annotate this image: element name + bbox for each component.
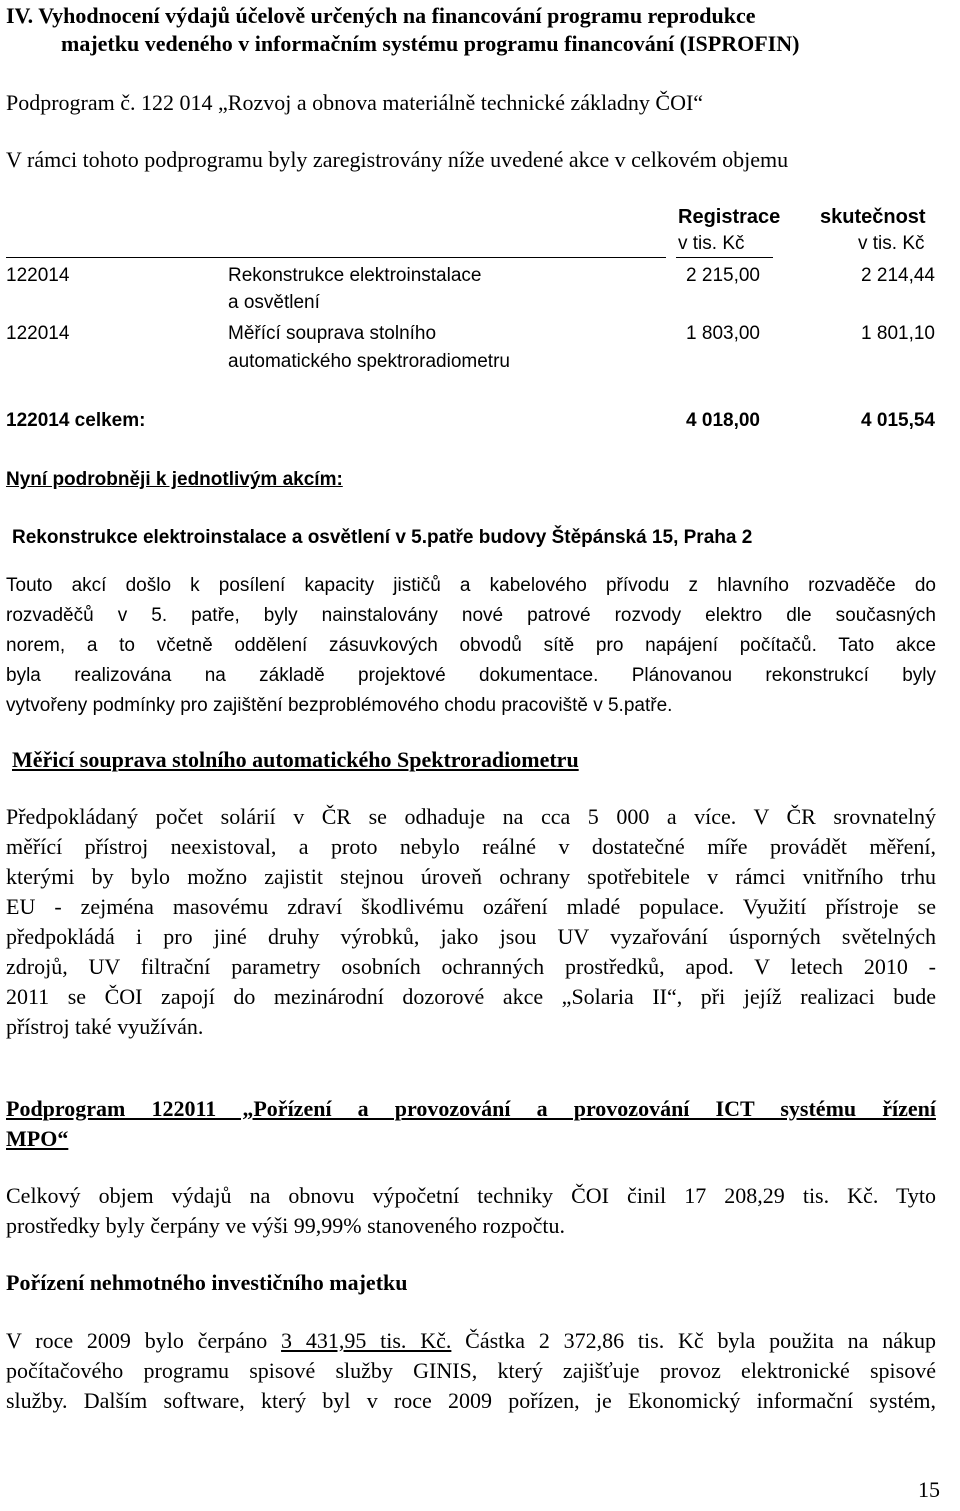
col-unit-registrace: v tis. Kč [678,233,745,254]
row-name-cont: a osvětlení [228,292,320,313]
paragraph-line [6,1326,936,1356]
paragraph-line: norem, a to včetně oddělení zásuvkových obvodů sítě pro napájení počítačů. Tato akce [6,635,936,656]
line-text: V roce 2009 bylo čerpáno [6,1328,282,1353]
row-code: 122014 [6,323,70,344]
paragraph-line: měřící přístroj neexistoval, a proto nebylo reálné v dostatečné míře provádět měření, [6,834,936,859]
action1-paragraph [6,571,936,721]
paragraph-line: Předpokládaný počet solárií v ČR se odhaduje na cca 5 000 a více. V ČR srovnatelný [6,804,936,829]
page-number: 15 [918,1477,940,1502]
paragraph-line: 2011 se ČOI zapojí do mezinárodní dozorové akce „Solaria II“, při jejíž realizaci bude [6,984,936,1009]
heading-line: Podprogram 122011 „Pořízení a provozování a provozování ICT systému řízení [6,1096,936,1121]
paragraph-line: vytvořeny podmínky pro zajištění bezproblémového chodu pracoviště v 5.patře. [6,695,673,716]
subprogram-heading: Podprogram č. 122 014 „Rozvoj a obnova materiálně technické základny ČOI“ [6,90,704,115]
action1-heading: Rekonstrukce elektroinstalace a osvětlení v 5.patře budovy Štěpánská 15, Praha 2 [12,527,753,548]
col-unit-skutecnost: v tis. Kč [858,233,925,254]
paragraph-line: zdrojů, UV filtrační parametry osobních ochranných prostředků, apod. V letech 2010 - [6,954,936,979]
section-title-line2: majetku vedeného v informačním systému programu financování (ISPROFIN) [61,31,800,56]
row-registrace: 1 803,00 [686,323,760,344]
paragraph-line: přístroj také využíván. [6,1014,204,1039]
table-header-rule [676,257,773,258]
subprogram2-paragraph [6,1181,936,1241]
paragraph-line: byla realizována na základě projektové dokumentace. Plánovanou rekonstrukcí byly [6,665,936,686]
paragraph-line: kterými by bylo možno zajistit stejnou úroveň ochrany spotřebitele v rámci vnitřního trhu [6,864,936,889]
row-name: Měřící souprava stolního [228,323,437,344]
intangible-heading: Pořízení nehmotného investičního majetku [6,1270,408,1295]
paragraph-line: prostředky byly čerpány ve výši 99,99% stanoveného rozpočtu. [6,1213,566,1238]
action2-heading: Měřicí souprava stolního automatického Spektroradiometru [12,747,579,772]
row-name: Rekonstrukce elektroinstalace [228,265,482,286]
line-text: Částka 2 372,86 tis. Kč byla použita na nákup [451,1328,936,1353]
total-registrace: 4 018,00 [686,410,760,431]
col-header-skutecnost: skutečnost [820,206,926,228]
total-skutecnost: 4 015,54 [861,410,935,431]
subprogram2-heading [6,1094,936,1154]
paragraph-line: EU - zejména masovému zdraví škodlivému ozáření mladé populace. Využití přístroje se [6,894,936,919]
subprogram-intro: V rámci tohoto podprogramu byly zaregistrovány níže uvedené akce v celkovém objemu [6,147,789,172]
paragraph-line: Touto akcí došlo k posílení kapacity jističů a kabelového přívodu z hlavního rozvaděče do [6,575,936,596]
col-header-registrace: Registrace [678,206,781,228]
total-label: 122014 celkem: [6,410,146,431]
intangible-paragraph [6,1326,936,1416]
section-title-line1: IV. Vyhodnocení výdajů účelově určených na financování programu reprodukce [6,3,756,28]
row-code: 122014 [6,265,70,286]
action2-paragraph [6,802,936,1042]
table-header-rule [6,257,666,258]
row-skutecnost: 2 214,44 [861,265,935,286]
row-name-cont: automatického spektroradiometru [228,351,510,372]
paragraph-line: předpokládá i pro jiné druhy výrobků, jako jsou UV vyzařování úsporných světelných [6,924,936,949]
paragraph-line: rozvaděčů v 5. patře, byly nainstalovány nové patrové rozvody elektro dle současných [6,605,936,626]
row-registrace: 2 215,00 [686,265,760,286]
paragraph-line: služby. Dalším software, který byl v roce 2009 pořízen, je Ekonomický informační systém, [6,1388,936,1413]
paragraph-line: počítačového programu spisové služby GINIS, který zajišťuje provoz elektronické spisové [6,1358,936,1383]
heading-line: MPO“ [6,1126,69,1151]
paragraph-line: Celkový objem výdajů na obnovu výpočetní techniky ČOI činil 17 208,29 tis. Kč. Tyto [6,1183,936,1208]
amount-underlined: 3 431,95 tis. Kč. [281,1328,452,1353]
row-skutecnost: 1 801,10 [861,323,935,344]
details-heading: Nyní podrobněji k jednotlivým akcím: [6,469,343,490]
